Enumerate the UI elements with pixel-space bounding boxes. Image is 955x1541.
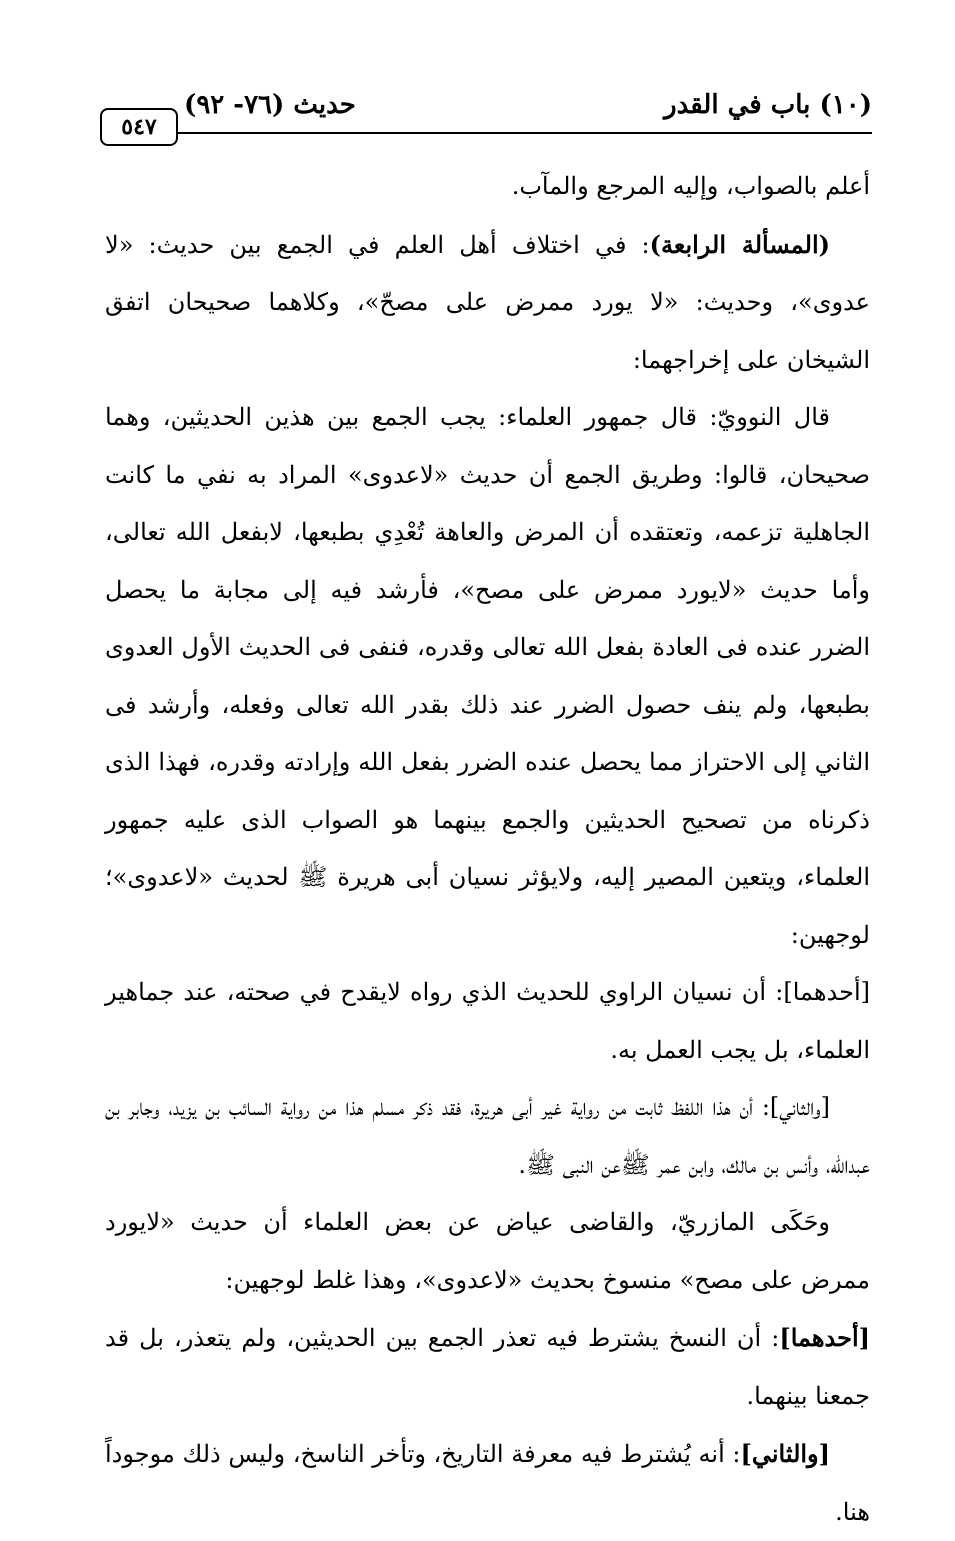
second-point-label: [والثاني]: [740, 1439, 830, 1468]
paragraph-2-text: : في اختلاف أهل العلم في الجمع بين حديث: «لا عدوى»، وحديث: «لا يورد ممرض على مصحّ»، وكلاهما صحيحان اتفق الشيخان على إخراجهما:: [105, 230, 870, 374]
page-body: [105, 158, 870, 1541]
paragraph-8: [105, 1425, 870, 1541]
issue-label: (المسألة الرابعة): [649, 229, 830, 259]
paragraph-4: [105, 964, 870, 1079]
paragraph-5: [105, 1079, 870, 1194]
paragraph-8-text: : أنه يُشترط فيه معرفة التاريخ، وتأخر الناسخ، وليس ذلك موجوداً هنا.: [105, 1440, 870, 1526]
paragraph-1: أعلم بالصواب، وإليه المرجع والمآب.: [511, 172, 870, 200]
paragraph-4-text: : أن نسيان الراوي للحديث الذي رواه لايقدح في صحته، عند جماهير العلماء، بل يجب العمل به.: [105, 978, 870, 1064]
header-rule: [170, 132, 872, 134]
paragraph-5-text: : أن هذا اللفظ ثابت من رواية غير أبى هريرة، فقد ذكر مسلم هذا من رواية السائب بن يزيد، وجابر بن عبدالله، وأنس بن مالك، وابن عمر ﷺعن النبى ﷺ.: [105, 1093, 870, 1179]
paragraph-2: [105, 216, 870, 390]
first-point-label: [أحدهما]: [779, 1323, 870, 1352]
paragraph-7-text: : أن النسخ يشترط فيه تعذر الجمع بين الحديثين، ولم يتعذر، بل قد جمعنا بينهما.: [105, 1324, 870, 1410]
hadith-range: حديث (٧٦- ٩٢): [184, 90, 356, 120]
paragraph-6: وحَكَى المازريّ، والقاضى عياض عن بعض العلماء أن حديث «لايورد ممرض على مصح» منسوخ بحديث «لاعدوى»، وهذا غلط لوجهين:: [105, 1208, 870, 1294]
paragraph-7: [105, 1309, 870, 1425]
page-number: ٥٤٧: [100, 108, 178, 146]
page-header: [100, 88, 872, 138]
paragraph-3: قال النوويّ: قال جمهور العلماء: يجب الجمع بين هذين الحديثين، وهما صحيحان، قالوا: وطريق الجمع أن حديث «لاعدوى» المراد به نفي ما كانت الجاهلية تزعمه، وتعتقده أن المرض والعاهة تُعْدِي بطبعها، لابفعل الله تعالى، وأما حديث «لايورد ممرض على مصح»، فأرشد فيه إلى مجابة ما يحصل الضرر عنده فى العادة بفعل الله تعالى وقدره، فنفى فى الحديث الأول العدوى بطبعها، ولم ينف حصول الضرر عند ذلك بقدر الله تعالى وفعله، وأرشد فى الثاني إلى الاحتراز مما يحصل عنده الضرر بفعل الله وإرادته وقدره، فهذا الذى ذكرناه من تصحيح الحديثين والجمع بينهما هو الصواب الذى عليه جمهور العلماء، ويتعين المصير إليه، ولايؤثر نسيان أبى هريرة ﷺ لحديث «لاعدوى»؛ لوجهين:: [105, 403, 870, 949]
chapter-title: (١٠) باب في القدر: [664, 90, 872, 120]
first-reason-label: [أحدهما]: [783, 978, 870, 1006]
second-reason-label: [والثاني]: [769, 1093, 830, 1121]
